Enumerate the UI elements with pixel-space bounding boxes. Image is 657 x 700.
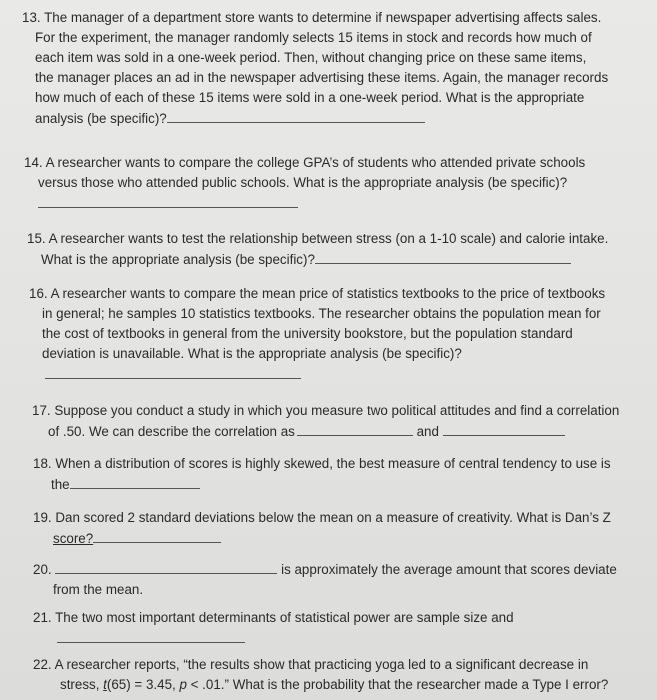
- question-15: [27, 229, 608, 270]
- question-18: [33, 454, 611, 495]
- question-16: [29, 284, 605, 386]
- question-20-text: is approximately the average amount that scores deviate: [281, 562, 617, 577]
- question-14-answer-blank[interactable]: [38, 193, 298, 208]
- question-13-answer-blank[interactable]: [167, 108, 425, 123]
- question-14-line-1: 14. A researcher wants to compare the college GPA’s of students who attended private schools: [24, 155, 586, 170]
- question-13-line-6: [22, 108, 608, 129]
- question-19-answer-blank[interactable]: [93, 528, 221, 543]
- question-14: [24, 153, 585, 213]
- question-22-line-2: [33, 675, 608, 695]
- question-17-line-2: [32, 421, 619, 442]
- question-15-answer-blank[interactable]: [315, 249, 571, 264]
- question-19: [33, 508, 611, 549]
- question-16-line-4: deviation is unavailable. What is the appropriate analysis (be specific)?: [42, 346, 462, 361]
- question-19-line-2: [33, 528, 611, 549]
- question-14-line-3: [24, 193, 585, 213]
- question-13-line-4: the manager places an ad in the newspaper advertising these items. Again, the manager records: [35, 70, 609, 85]
- question-18-answer-blank[interactable]: [70, 474, 200, 489]
- question-17-answer-blank-2[interactable]: [443, 421, 565, 436]
- question-13-line-5: how much of each of these 15 items were sold in a one-week period. What is the appropriate: [35, 90, 585, 105]
- question-18-line-2: [33, 474, 611, 495]
- question-17: [32, 401, 619, 442]
- question-22-text-c: < .01.” What is the probability that the researcher made a Type I error?: [186, 677, 609, 692]
- question-17-and: and: [416, 424, 439, 439]
- question-13-prompt-end: analysis (be specific)?: [35, 111, 167, 126]
- question-22: [33, 655, 608, 695]
- question-22-text-a: stress,: [60, 677, 104, 692]
- question-13: [22, 8, 608, 129]
- question-17-line-1: 17. Suppose you conduct a study in which you measure two political attitudes and find a correlation: [32, 403, 620, 418]
- question-19-prompt-end: score?: [53, 531, 94, 546]
- question-22-line-1: 22. A researcher reports, “the results show that practicing yoga led to a significant decrease in: [33, 657, 589, 672]
- question-20: [33, 559, 617, 600]
- question-20-line-1: [33, 559, 617, 580]
- question-21-line-1: 21. The two most important determinants of statistical power are sample size and: [33, 610, 514, 625]
- question-21: [33, 608, 514, 650]
- question-14-line-2: versus those who attended public schools. What is the appropriate analysis (be specific)?: [38, 175, 568, 190]
- question-16-line-5: [29, 364, 605, 386]
- question-15-line-1: 15. A researcher wants to test the relationship between stress (on a 1-10 scale) and calorie intake.: [27, 231, 609, 246]
- question-20-number: 20.: [33, 562, 52, 577]
- question-22-p-symbol: p: [179, 677, 187, 692]
- question-16-line-2: in general; he samples 10 statistics textbooks. The researcher obtains the population mean for: [42, 306, 601, 321]
- question-22-text-b: (65) = 3.45,: [106, 677, 180, 692]
- question-16-answer-blank[interactable]: [45, 364, 301, 379]
- question-15-line-2: [27, 249, 608, 270]
- question-13-line-2: For the experiment, the manager randomly selects 15 items in stock and records how much of: [35, 30, 592, 45]
- question-18-prompt-end: the: [51, 477, 70, 492]
- question-20-line-2: from the mean.: [53, 582, 144, 597]
- question-13-line-1: 13. The manager of a department store wants to determine if newspaper advertising affects sales.: [22, 10, 602, 25]
- question-16-line-3: the cost of textbooks in general from the university bookstore, but the population standard: [42, 326, 573, 341]
- question-21-answer-blank[interactable]: [57, 628, 245, 643]
- question-18-line-1: 18. When a distribution of scores is highly skewed, the best measure of central tendency to use is: [33, 456, 611, 471]
- question-21-line-2: [33, 628, 514, 650]
- question-22-t-symbol: t: [103, 677, 107, 692]
- question-17-answer-blank-1[interactable]: [297, 421, 413, 436]
- question-15-prompt-end: What is the appropriate analysis (be specific)?: [41, 252, 315, 267]
- question-20-answer-blank[interactable]: [55, 559, 277, 574]
- question-17-prompt: of .50. We can describe the correlation as: [48, 424, 295, 439]
- question-19-line-1: 19. Dan scored 2 standard deviations below the mean on a measure of creativity. What is Dan’s Z: [33, 510, 611, 525]
- question-13-line-3: each item was sold in a one-week period. Then, without changing price on these same items,: [35, 50, 587, 65]
- question-16-line-1: 16. A researcher wants to compare the mean price of statistics textbooks to the price of textbooks: [29, 286, 606, 301]
